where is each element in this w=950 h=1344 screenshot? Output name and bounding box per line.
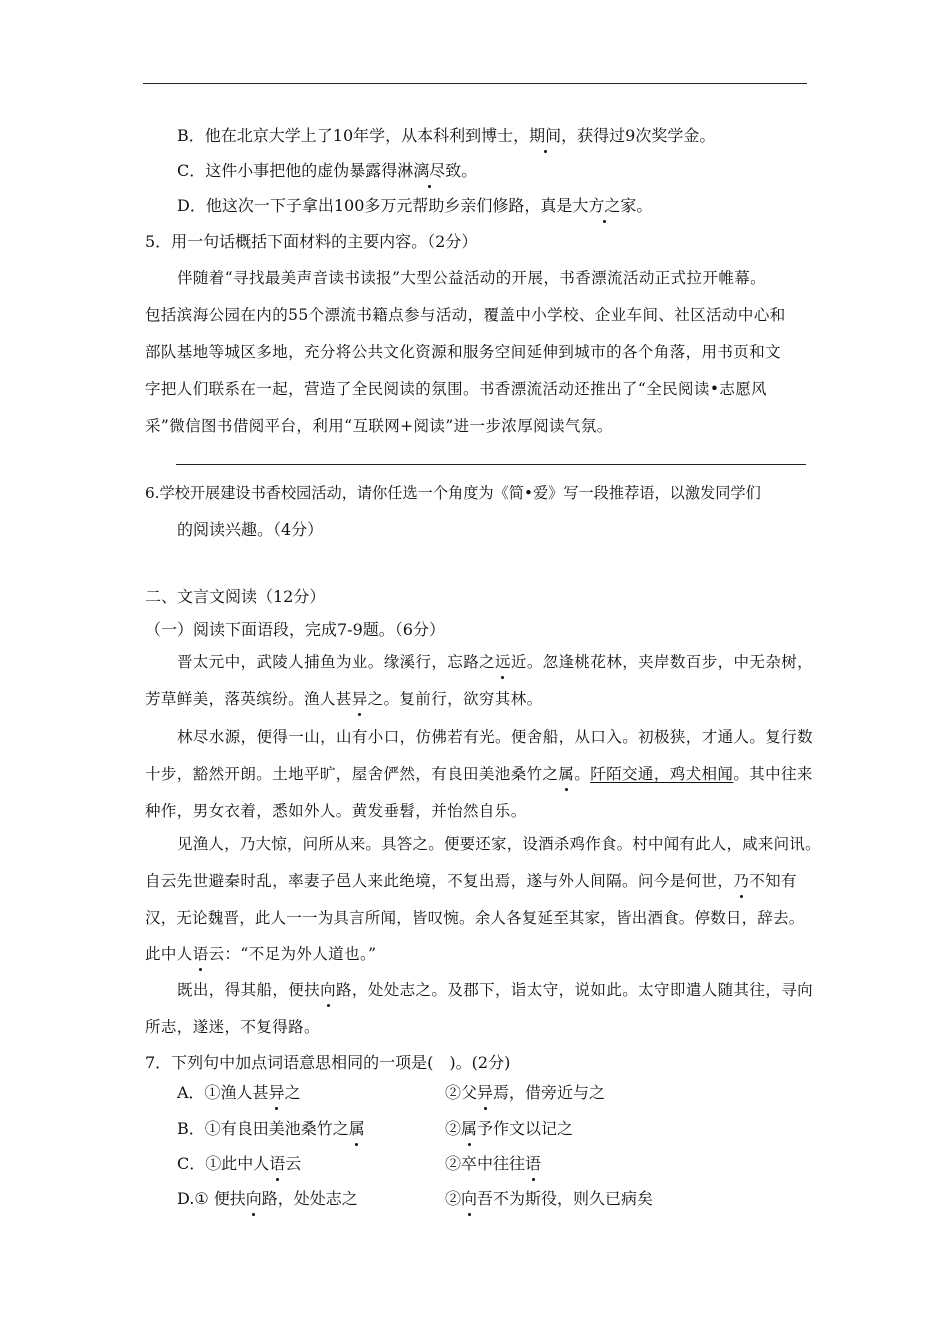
passage-line [177, 652, 813, 672]
q4-option-b-tail: ，获得过9次奖学金。 [561, 126, 716, 145]
q7-option-text: ②父 [445, 1083, 478, 1102]
passage-text: 。其中往来 [733, 765, 813, 783]
passage-text: 不知有 [749, 872, 797, 890]
section-title: 二、文言文阅读（12分） [145, 587, 326, 606]
q4-option-b-text: B．他在北京大学上了10年学，从本科利到博士， [177, 126, 530, 145]
q7-option-text: 予作文以记之 [477, 1119, 574, 1138]
q5-material-line: 包括滨海公园在内的55个漂流书籍点参与活动，覆盖中小学校、企业车间、社区活动中心和 [145, 306, 786, 324]
q4-option-c-dotted: 淋漓尽致 [397, 161, 462, 180]
q7-option-b-right [445, 1119, 573, 1139]
q7-option-text: 之 [284, 1083, 301, 1102]
q7-option-text: 云 [285, 1154, 302, 1173]
q5-material-line: 采”微信图书借阅平台，利用“互联网+阅读”进一步浓厚阅读气氛。 [145, 417, 613, 435]
passage-text: 。 [574, 765, 591, 783]
q5-stem: 5．用一句话概括下面材料的主要内容。（2分） [145, 232, 478, 251]
q7-option-text: 焉，借旁近与之 [493, 1083, 606, 1102]
passage-text: 芳草鲜美，落英缤纷。渔人甚 [145, 690, 352, 708]
q4-option-d-tail: 。 [636, 196, 653, 215]
q7-dotted-char: 异 [268, 1083, 285, 1102]
q5-material-line: 部队基地等城区多地，充分将公共文化资源和服务空间延伸到城市的各个角落，用书页和文 [145, 343, 782, 361]
passage-dotted-char: 乃 [733, 872, 750, 890]
q7-option-text: ②卒中往往 [445, 1154, 526, 1173]
q7-option-c-right [445, 1154, 541, 1174]
passage-line [145, 871, 797, 891]
passage-line [145, 944, 377, 964]
q7-dotted-char: 异 [477, 1083, 494, 1102]
q4-option-b-dotted: 期间 [529, 126, 562, 145]
q7-dotted-char: 向 [461, 1189, 478, 1208]
passage-text: 晋太元中，武陵人捕鱼为业。缘溪行，忘路之 [177, 653, 496, 671]
q7-option-text: B．①有良田美池桑竹之 [177, 1119, 349, 1138]
q7-option-text: ② [445, 1119, 462, 1138]
passage-text: 自云先世避秦时乱，率妻子邑人来此绝境，不复出焉，遂与外人间隔。问今是何世， [145, 872, 734, 890]
passage-dotted-char: 属 [558, 765, 575, 783]
q6-stem: 6.学校开展建设书香校园活动，请你任选一个角度为《简•爱》写一段推荐语，以激发同学们 [145, 484, 761, 502]
q7-option-text: 吾不为斯役，则久已病矣 [477, 1189, 654, 1208]
passage-line [145, 689, 543, 709]
q7-dotted-char: 属 [348, 1119, 365, 1138]
passage-dotted-char: 异 [351, 690, 368, 708]
passage-text: 十步，豁然开朗。土地平旷，屋舍俨然，有良田美池桑竹之 [145, 765, 559, 783]
q7-option-d-right [445, 1189, 653, 1209]
q7-option-a-right [445, 1083, 605, 1103]
q4-option-c-tail: 。 [461, 161, 478, 180]
q5-answer-line[interactable] [176, 464, 806, 465]
passage-line: 见渔人，乃大惊，问所从来。具答之。便要还家，设酒杀鸡作食。村中闻有此人，咸来问讯。 [177, 835, 821, 853]
q4-option-d-text: D．他这次一下子拿出100多万元帮助乡亲们修路，真是 [177, 196, 573, 215]
q4-option-c [177, 161, 477, 181]
q4-option-b [177, 126, 715, 146]
q7-dotted-char: 属 [461, 1119, 478, 1138]
q7-option-text: D.① 便扶 [177, 1189, 246, 1208]
q7-dotted-char: 语 [525, 1154, 542, 1173]
q4-option-c-text: C．这件小事把他的虚伪暴露得 [177, 161, 398, 180]
section-subtitle: （一）阅读下面语段，完成7-9题。（6分） [145, 620, 445, 639]
q7-dotted-char: 语 [269, 1154, 286, 1173]
passage-line: 所志，遂迷，不复得路。 [145, 1018, 320, 1036]
passage-text: 近。忽逢桃花林，夹岸数百步，中无杂树， [510, 653, 814, 671]
passage-line: 林尽水源，便得一山，山有小口，仿佛若有光。便舍船，从口入。初极狭，才通人。复行数 [177, 728, 814, 746]
passage-text: 之。复前行，欲穷其林。 [367, 690, 543, 708]
passage-dotted-char: 远 [495, 653, 511, 671]
passage-text: 路，处处志之。及郡下，诣太守，说如此。太守即遣人随其往，寻向 [336, 981, 814, 999]
q5-material-line: 字把人们联系在一起，营造了全民阅读的氛围。书香漂流活动还推出了“全民阅读•志愿风 [145, 380, 768, 398]
passage-dotted-char: 语 [192, 945, 209, 963]
q6-stem-cont: 的阅读兴趣。（4分） [177, 520, 324, 539]
passage-underlined-phrase: 阡陌交通，鸡犬相闻 [590, 765, 734, 783]
q7-option-c-left[interactable] [177, 1154, 301, 1174]
q7-stem: 7．下列句中加点词语意思相同的一项是( )。(2分) [145, 1053, 511, 1072]
passage-text: 既出，得其船，便扶 [177, 981, 321, 999]
q7-option-text: C．①此中人 [177, 1154, 270, 1173]
q7-option-d-left[interactable] [177, 1189, 358, 1209]
q7-option-a-left[interactable] [177, 1083, 301, 1103]
passage-line: 种作，男女衣着，悉如外人。黄发垂髫，并怡然自乐。 [145, 802, 527, 820]
q7-dotted-char: 向 [245, 1189, 262, 1208]
q7-option-text: ② [445, 1189, 462, 1208]
q7-option-b-left[interactable] [177, 1119, 365, 1139]
q4-option-d [177, 196, 652, 216]
passage-line: 汉，无论魏晋，此人一一为具言所闻，皆叹惋。余人各复延至其家，皆出酒食。停数日，辞去。 [145, 909, 805, 927]
q7-option-text: A．①渔人甚 [177, 1083, 269, 1102]
q7-option-text: 路，处处志之 [261, 1189, 358, 1208]
passage-dotted-char: 向 [320, 981, 337, 999]
passage-text: 此中人 [145, 945, 193, 963]
passage-line [145, 764, 813, 784]
passage-line [177, 980, 813, 1000]
top-rule [143, 83, 807, 84]
q5-material-line: 伴随着“寻找最美声音读书读报”大型公益活动的开展，书香漂流活动正式拉开帷幕。 [177, 269, 767, 287]
passage-text: 云：“不足为外人道也。” [208, 945, 377, 963]
q4-option-d-dotted: 大方之家 [572, 196, 637, 215]
